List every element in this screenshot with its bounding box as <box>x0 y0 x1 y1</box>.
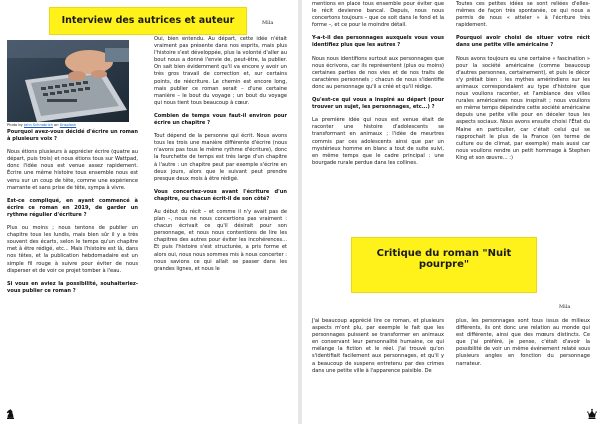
critique-title: Critique du roman "Nuit pourpre" <box>376 248 512 270</box>
interview-title-banner <box>50 8 246 34</box>
answer: Au début du récit – et comme il n'y avait pas de plan –, nous ne nous concertions pas vraiment : chacun écrivait ce qu'il désirait pour son personnage, et nous nous contentions de lire les chapitres des autres pour éviter les incohérences... Et puis l'histoire s'est structurée, a pris forme et alors oui, nous nous sommes mis à nous concerter : nous savions ce qui allait se passer dans les grandes lignes, et nous le <box>154 208 287 272</box>
question: Pourquoi avez-vous décidé d'écrire un roman à plusieurs voix ? <box>7 129 138 143</box>
right-page <box>302 0 600 424</box>
answer: Nous avons toujours eu une certaine « fascination » pour la société américaine (comme beaucoup d'autres personnes, certainement), et puis le décor s'y prêtait bien : les mythes amérindiens sur les animaux correspondaient au type d'histoire que nous voulions raconter, et l'ambiance des villes rurales américaines nous inspirait ; nous voulions en même temps dépeindre cette société américaine depuis une petite ville pour en déceler tous les aspects sociaux. Nous avons ensuite choisi l'État du Maine en particulier, car c'était celui qui se rapprochait le plus de la France (en terme de culture ou de climat, par exemple) mais aussi car nous voulions rendre un petit hommage à Stephen King et son œuvre... :) <box>456 55 590 161</box>
answer: Nous nous identifions surtout aux personnages que nous écrivons, car ils représentent (plus ou moins) certaines parties de nos vies et de nos traits de caractères personnels ; chacun de nous s'identifie donc au personnage qu'il a créé et qu'il rédige. <box>312 55 444 90</box>
photo-credit-on: on <box>54 123 59 127</box>
chess-knight-icon <box>4 408 16 420</box>
question: Est-ce compliqué, en ayant commencé à écrire ce roman en 2019, de garder un rythme régulier d'écriture ? <box>7 197 138 218</box>
answer: mentions en place tous ensemble pour éviter que le récit devienne bancal. Depuis, nous nous concertons toujours – que ce soit dans le fond et la forme –, et ce pour le moindre détail. <box>312 1 444 29</box>
answer: Plus ou moins ; nous tentons de publier un chapitre tous les lundis, mais bien sûr il y a très souvent des écarts, selon le temps qu'un chapitre met à être rédigé, etc... Mais l'histoire est là, dans nos têtes, et la publication hebdomadaire est un simple fil rouge à suivre pour éviter de nous disperser et de voir ce projet tomber à l'eau. <box>7 225 138 274</box>
photo-credit <box>7 123 76 127</box>
laptop-photo <box>7 40 129 122</box>
photo-credit-prefix: Photo by <box>7 123 23 127</box>
answer: Oui, bien entendu. Au départ, cette idée n'était vraiment pas présente dans nos esprits, mais plus l'histoire s'est développée, plus la volonté d'aller au bout nous a donné l'envie de, peut-être, la publier. On sait bien évidemment qu'il va encore y avoir un très gros travail de correction et, sur certains points, de réécriture. Le chemin est encore long, mais publier ce roman serait – d'une certaine manière – le bout du voyage ; un bout du voyage qui nous tient tous beaucoup à cœur. <box>154 36 287 106</box>
critique-text: plus, les personnages sont tous issus de milieux différents, ils ont donc une relation au monde qui est différente, ainsi que des mœurs distincts. Ce que j'ai préféré, je pense, c'était d'avoir la possibilité de voir un même événement relaté sous plusieurs angles en fonction du personnage narrateur. <box>456 318 590 367</box>
critique-signature: Mila <box>559 304 571 310</box>
question: Combien de temps vous faut-il environ pour écrire un chapitre ? <box>154 112 287 127</box>
question: Y-a-t-il des personnages auxquels vous vous identifiez plus que les autres ? <box>312 35 444 49</box>
answer: Tout dépend de la personne qui écrit. Nous avons tous les trois une manière différente d'écrire (nous n'avons pas tous le même rythme d'écriture), donc la fourchette de temps est très large d'un chapitre à l'autre : un chapitre peut par exemple s'écrire en deux jours, alors que le suivant peut prendre presque deux mois à être rédigé. <box>154 133 287 182</box>
critique-text: J'ai beaucoup apprécié lire ce roman, et plusieurs aspects m'ont plu, par exemple le fait que les personnages puissent se transformer en animaux en conservant leur personnalité humaine, ce qui mélange la fiction et le réel. J'ai trouvé qu'on s'identifiait facilement aux personnages, et qu'il y a beaucoup de suspens entretenu par des crimes dans une petite ville à l'apparence paisible. De <box>312 318 444 374</box>
interview-signature: Mila <box>262 20 274 26</box>
critique-column-2 <box>456 318 590 374</box>
answer: La première idée qui nous est venue était de raconter une histoire d'adolescents se transformant en animaux ; l'idée de meurtres commis par ces adolescents ainsi que par un mystérieux homme en blanc a tout de suite suivi, en même temps que le cadre principal : une bourgade rurale perdue dans les collines. <box>312 117 444 166</box>
laptop-photo-illustration <box>7 40 129 122</box>
left-page <box>0 0 298 424</box>
question: Qu'est-ce qui vous a inspiré au départ (pour trouver un sujet, les personnages, etc...) ? <box>312 97 444 111</box>
answer: Toutes ces petites idées se sont reliées d'elles-mêmes de façon très spontanée, ce qui nous a permis de nous « atteler » à l'écriture très rapidement. <box>456 1 590 29</box>
question: Pourquoi avoir choisi de situer votre récit dans une petite ville américaine ? <box>456 35 590 49</box>
answer: Nous étions plusieurs à apprécier écrire (quatre au départ, puis trois) et nous étions tous sur Wattpad, donc l'idée nous est venue assez rapidement. Écrire une même histoire tous ensemble nous est venu sur un coup de tête, comme une expérience marrante et sans prise de tête, sympa à vivre. <box>7 149 138 191</box>
interview-column-4 <box>456 1 590 168</box>
interview-column-2 <box>154 36 287 279</box>
photo-credit-site-link[interactable]: Unsplash <box>59 123 77 127</box>
interview-title: Interview des autrices et auteur <box>61 15 235 26</box>
critique-column-1 <box>312 318 444 381</box>
question: Vous concertez-vous avant l'écriture d'un chapitre, ou chacun écrit-il de son côté? <box>154 188 287 202</box>
question: Si vous en aviez la possibilité, souhaiteriez-vous publier ce roman ? <box>7 280 138 294</box>
photo-credit-author-link[interactable]: John Schnobrich <box>23 123 53 127</box>
interview-column-3 <box>312 1 444 173</box>
interview-column-1 <box>7 129 138 301</box>
critique-title-banner <box>352 238 536 292</box>
chess-queen-icon <box>586 408 598 420</box>
